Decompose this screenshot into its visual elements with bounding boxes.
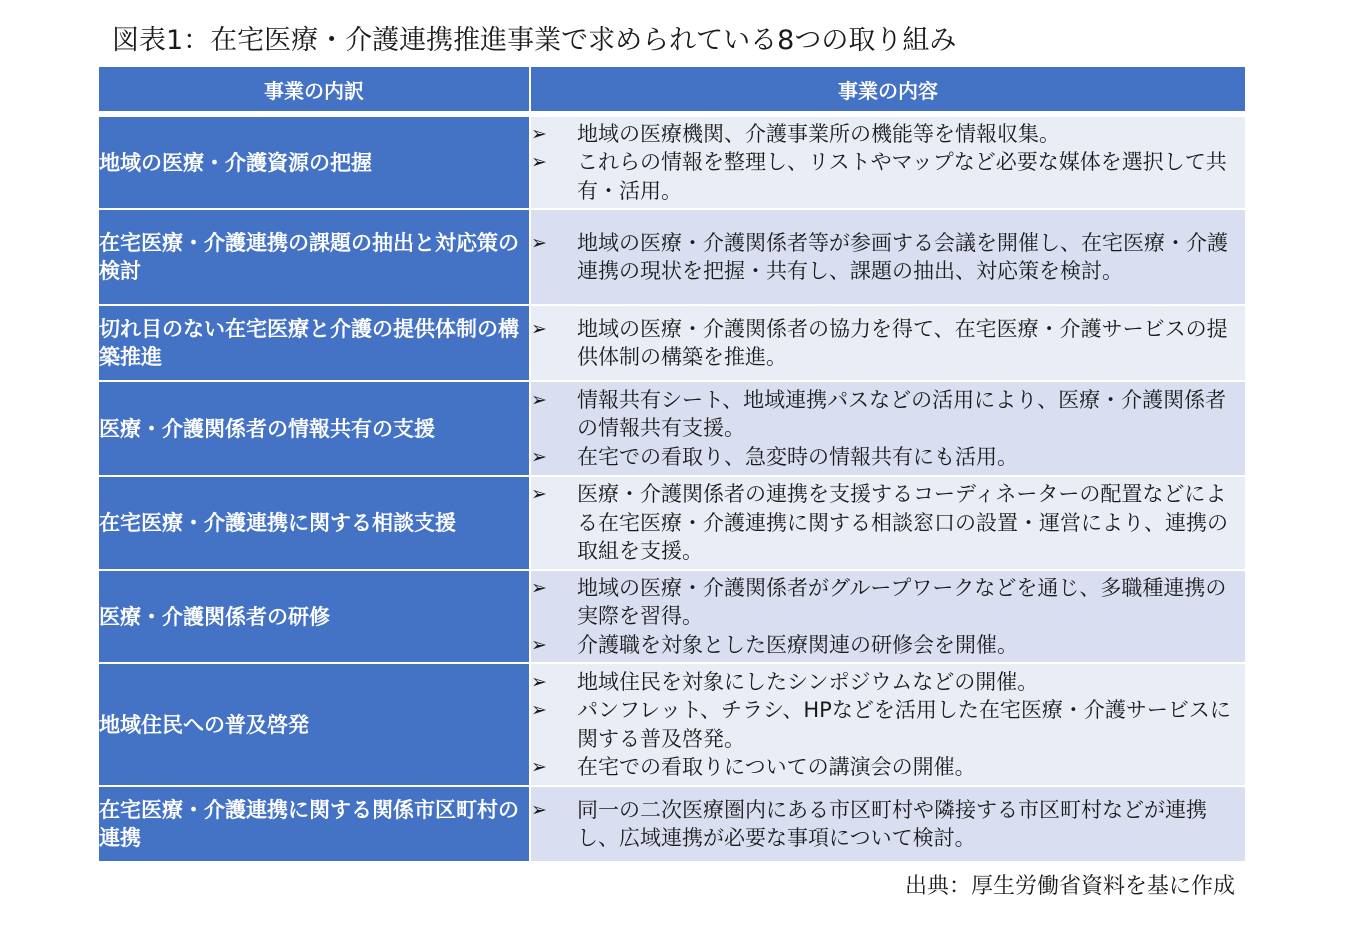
table-row (98, 476, 1246, 570)
bullet-item: ➢ 医療・介護関係者の連携を支援するコーディネーターの配置などによる在宅医療・介護連携に関する相談窓口の設置・運営により、連携の取組を支援。 (531, 482, 1228, 564)
row-content (530, 209, 1246, 305)
arrow-bullet-icon: ➢ (531, 576, 547, 599)
arrow-bullet-icon: ➢ (531, 756, 547, 778)
bullet-item: ➢ 在宅での看取りについての講演会の開催。 (531, 753, 1245, 782)
row-content (530, 570, 1246, 663)
table-row (98, 786, 1246, 862)
header-content: 事業の内容 (530, 66, 1246, 114)
header-breakdown: 事業の内訳 (98, 66, 530, 114)
row-content (530, 476, 1246, 570)
arrow-bullet-icon: ➢ (531, 633, 547, 656)
bullet-item: ➢ 地域住民を対象にしたシンポジウムなどの開催。 (531, 668, 1245, 697)
row-content (530, 786, 1246, 862)
bullet-item: ➢ 情報共有シート、地域連携パスなどの活用により、医療・介護関係者の情報共有支援。 (531, 387, 1227, 441)
arrow-bullet-icon: ➢ (531, 122, 547, 145)
bullet-item: ➢ 介護職を対象とした医療関連の研修会を開催。 (531, 631, 1245, 660)
arrow-bullet-icon: ➢ (531, 317, 547, 340)
bullet-item: ➢ 地域の医療・介護関係者がグループワークなどを通じ、多職種連携の実際を習得。 (531, 575, 1227, 629)
row-label: 地域住民への普及啓発 (98, 663, 530, 786)
row-content (530, 305, 1246, 381)
row-label: 医療・介護関係者の情報共有の支援 (98, 381, 530, 476)
row-label: 地域の医療・介護資源の把握 (98, 114, 530, 209)
arrow-bullet-icon: ➢ (531, 798, 547, 821)
table-row (98, 570, 1246, 663)
row-label: 在宅医療・介護連携に関する相談支援 (98, 476, 530, 570)
row-content (530, 663, 1246, 786)
table-row (98, 381, 1246, 476)
arrow-bullet-icon: ➢ (531, 388, 547, 411)
bullet-item: ➢ 地域の医療・介護関係者等が参画する会議を開催し、在宅医療・介護連携の現状を把握・共有し、課題の抽出、対応策を検討。 (531, 230, 1228, 283)
bullet-item: ➢ パンフレット、チラシ、HPなどを活用した在宅医療・介護サービスに関する普及啓発。 (531, 698, 1231, 751)
source-note: 出典：厚生労働省資料を基に作成 (904, 874, 1235, 899)
arrow-bullet-icon: ➢ (531, 699, 547, 721)
table-row (98, 663, 1246, 786)
row-label: 医療・介護関係者の研修 (98, 570, 530, 663)
arrow-bullet-icon: ➢ (531, 231, 547, 254)
table-row (98, 114, 1246, 209)
row-label: 在宅医療・介護連携の課題の抽出と対応策の検討 (98, 209, 530, 305)
arrow-bullet-icon: ➢ (531, 151, 547, 174)
table-row (98, 305, 1246, 381)
row-label: 在宅医療・介護連携に関する関係市区町村の連携 (98, 786, 530, 862)
initiatives-table (97, 65, 1247, 863)
bullet-item: ➢ 地域の医療・介護関係者の協力を得て、在宅医療・介護サービスの提供体制の構築を推進。 (531, 316, 1228, 369)
arrow-bullet-icon: ➢ (531, 670, 547, 693)
figure-title: 図表1：在宅医療・介護連携推進事業で求められている8つの取り組み (112, 25, 957, 56)
table-row (98, 209, 1246, 305)
row-content (530, 381, 1246, 476)
arrow-bullet-icon: ➢ (531, 445, 547, 468)
bullet-item: ➢ 地域の医療機関、介護事業所の機能等を情報収集。 (531, 120, 1245, 149)
bullet-item: ➢ 在宅での看取り、急変時の情報共有にも活用。 (531, 443, 1245, 472)
bullet-item: ➢ これらの情報を整理し、リストやマップなど必要な媒体を選択して共有・活用。 (531, 150, 1227, 203)
bullet-item: ➢ 同一の二次医療圏内にある市区町村や隣接する市区町村などが連携し、広域連携が必要な事項について検討。 (531, 797, 1207, 850)
row-label: 切れ目のない在宅医療と介護の提供体制の構築推進 (98, 305, 530, 381)
row-content (530, 114, 1246, 209)
table-header-row (98, 66, 1246, 114)
arrow-bullet-icon: ➢ (531, 483, 547, 506)
